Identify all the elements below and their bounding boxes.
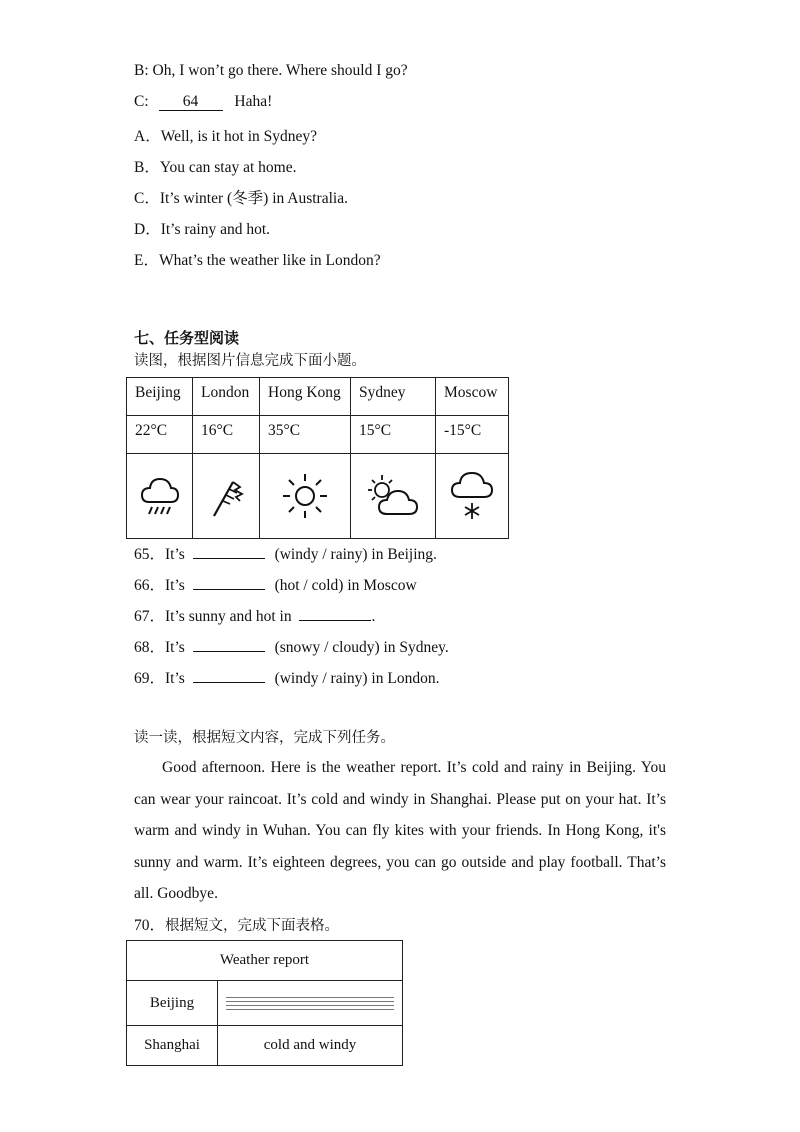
temp-cell: 16°C bbox=[193, 416, 260, 454]
question-number: 68． bbox=[134, 639, 166, 656]
question-text: (hot / cold) in Moscow bbox=[274, 577, 417, 594]
question-65 bbox=[134, 542, 437, 564]
reading-passage: Good afternoon. Here is the weather report. It’s cold and rainy in Beijing. You can wear your raincoat. It’s cold and windy in Shanghai. Please put on your hat. It’s warm and windy in Wuhan. You can fly kites with your friends. In Hong Kong, it's sunny and warm. It’s eighteen degrees, you can go outside and play football. That’s all. Goodbye. bbox=[134, 759, 666, 902]
task-70 bbox=[134, 913, 339, 935]
option-c bbox=[134, 186, 348, 208]
option-d bbox=[134, 217, 270, 239]
section-instruction: 读图，根据图片信息完成下面小题。 bbox=[134, 353, 366, 369]
option-text: It’s rainy and hot. bbox=[160, 221, 271, 238]
question-number: 65． bbox=[134, 546, 166, 563]
weather-table bbox=[126, 377, 509, 539]
answer-blank[interactable] bbox=[193, 558, 265, 559]
weather-icon-row bbox=[127, 454, 509, 539]
section-title: 七、任务型阅读 bbox=[134, 329, 240, 347]
question-text: It’s bbox=[165, 639, 185, 656]
icon-cell bbox=[127, 454, 193, 539]
temp-cell: 22°C bbox=[127, 416, 193, 454]
temp-cell: 15°C bbox=[351, 416, 436, 454]
task-text: 根据短文，完成下面表格。 bbox=[165, 918, 340, 934]
answer-blank[interactable] bbox=[299, 620, 371, 621]
option-a bbox=[134, 124, 317, 146]
task-number: 70． bbox=[134, 917, 166, 934]
question-text: (snowy / cloudy) in Sydney. bbox=[274, 639, 449, 656]
question-number: 67． bbox=[134, 608, 166, 625]
option-letter: B． bbox=[134, 159, 160, 176]
city-cell: Beijing bbox=[127, 378, 193, 416]
question-text: It’s bbox=[165, 670, 185, 687]
report-city-cell: Beijing bbox=[127, 981, 218, 1026]
question-67 bbox=[134, 604, 375, 626]
question-text: (windy / rainy) in London. bbox=[274, 670, 440, 687]
option-letter: A． bbox=[134, 128, 161, 145]
question-68 bbox=[134, 635, 449, 657]
option-text: It’s winter (冬季) in Australia. bbox=[159, 190, 348, 207]
report-answer-lines[interactable] bbox=[218, 981, 403, 1026]
report-city-cell: Shanghai bbox=[127, 1026, 218, 1066]
answer-blank-64[interactable]: 64 bbox=[159, 94, 223, 111]
question-text: It’s bbox=[165, 546, 185, 563]
dialogue-c-label: C: bbox=[134, 93, 149, 110]
answer-blank[interactable] bbox=[193, 651, 265, 652]
question-text: It’s sunny and hot in bbox=[165, 608, 292, 625]
option-text: You can stay at home. bbox=[159, 159, 297, 176]
option-letter: E． bbox=[134, 252, 159, 269]
question-69 bbox=[134, 666, 439, 688]
city-cell: London bbox=[193, 378, 260, 416]
question-text: (windy / rainy) in Beijing. bbox=[274, 546, 437, 563]
report-table bbox=[126, 940, 403, 1066]
weather-city-row bbox=[127, 378, 509, 416]
temp-cell: -15°C bbox=[436, 416, 509, 454]
wind-icon bbox=[206, 472, 246, 520]
icon-cell bbox=[351, 454, 436, 539]
question-66 bbox=[134, 573, 417, 595]
sun-cloud-icon bbox=[365, 472, 421, 520]
icon-cell bbox=[260, 454, 351, 539]
report-table-header: Weather report bbox=[127, 941, 403, 981]
weather-temp-row bbox=[127, 416, 509, 454]
option-e bbox=[134, 248, 381, 270]
icon-cell bbox=[193, 454, 260, 539]
answer-blank[interactable] bbox=[193, 589, 265, 590]
question-text: . bbox=[371, 608, 376, 625]
dialogue-c-after: Haha! bbox=[234, 93, 273, 110]
option-text: Well, is it hot in Sydney? bbox=[160, 128, 318, 145]
option-letter: C． bbox=[134, 190, 160, 207]
icon-cell bbox=[436, 454, 509, 539]
answer-blank[interactable] bbox=[193, 682, 265, 683]
dialogue-line-c bbox=[134, 93, 272, 111]
cloud-snow-icon bbox=[449, 469, 495, 523]
city-cell: Sydney bbox=[351, 378, 436, 416]
temp-cell: 35°C bbox=[260, 416, 351, 454]
report-value: cold and windy bbox=[218, 1026, 403, 1066]
city-cell: Hong Kong bbox=[260, 378, 351, 416]
sun-icon bbox=[280, 471, 330, 521]
option-b bbox=[134, 155, 296, 177]
question-text: It’s bbox=[165, 577, 185, 594]
dialogue-line-b: B: Oh, I won’t go there. Where should I go? bbox=[134, 62, 408, 79]
reading-instruction: 读一读，根据短文内容，完成下列任务。 bbox=[134, 730, 395, 746]
question-number: 66． bbox=[134, 577, 166, 594]
question-number: 69． bbox=[134, 670, 166, 687]
option-text: What’s the weather like in London? bbox=[158, 252, 381, 269]
cloud-rain-icon bbox=[139, 472, 181, 520]
option-letter: D． bbox=[134, 221, 161, 238]
city-cell: Moscow bbox=[436, 378, 509, 416]
